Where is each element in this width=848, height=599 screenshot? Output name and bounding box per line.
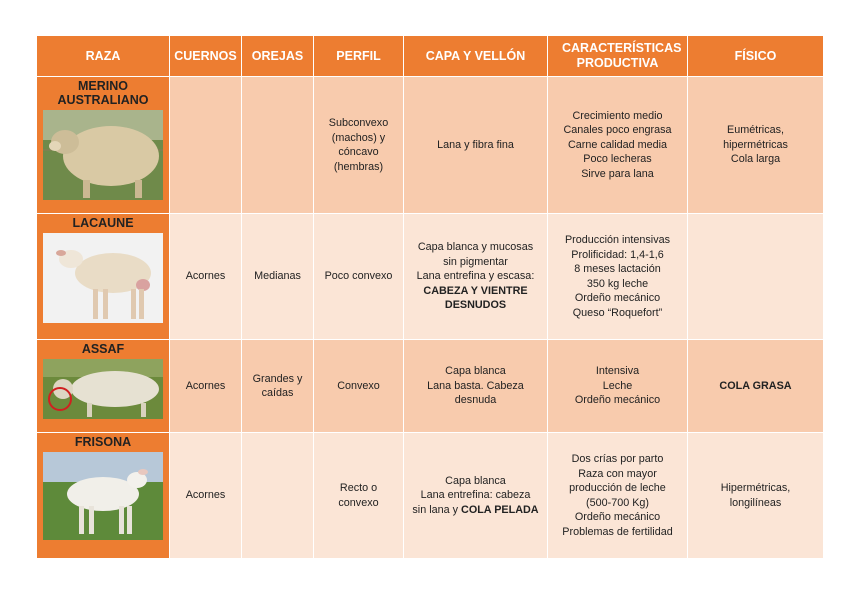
breeds-table [37,36,823,558]
fisico-line: longilíneas [729,496,782,509]
lacaune-sheep-photo [43,233,163,323]
perfil-line: Convexo [337,379,380,392]
caracteristica-line: Canales poco engrasa [563,124,672,137]
caracteristica-line: 350 kg leche [586,277,649,290]
frisona-sheep-photo [43,452,163,540]
fisico-line: Hipermétricas, [720,482,791,494]
caracteristica-line: Ordeño mecánico [574,292,661,304]
perfil-line: (hembras) [333,160,384,173]
raza-name: MERINO AUSTRALIANO [57,79,149,107]
orejas-cell [242,76,314,213]
cuernos-cell: Acornes [170,339,242,432]
capa-cell [404,432,548,558]
caracteristica-line: Carne calidad media [567,138,668,151]
perfil-line: Recto o [339,482,378,494]
capa-line: Lana entrefina y escasa: [416,270,535,283]
capa-cell [404,339,548,432]
caracteristica-line: Crecimiento medio [572,109,663,122]
caracteristica-line: Sirve para lana [581,167,654,180]
table-row [37,213,823,339]
capa-cell [404,76,548,213]
table-row [37,432,823,558]
caracteristicas-cell [548,339,688,432]
perfil-cell [314,432,404,558]
perfil-cell [314,339,404,432]
capa-line: Capa blanca [445,474,506,487]
orejas-cell: Medianas [242,213,314,339]
caracteristica-line: Queso “Roquefort” [572,306,663,319]
raza-name: FRISONA [74,435,132,449]
header-caracteristicas: CARACTERÍSTICAS PRODUCTIVA [548,36,688,76]
header-row [37,36,823,76]
cuernos-cell: Acornes [170,213,242,339]
capa-line: Lana basta. Cabeza [427,379,524,392]
header-fisico: FÍSICO [688,36,823,76]
header-cuernos: CUERNOS [170,36,242,76]
table-row [37,76,823,213]
raza-cell [37,76,170,213]
caracteristica-line: Dos crías por parto [571,453,664,465]
raza-name: LACAUNE [72,216,134,230]
caracteristica-line: 8 meses lactación [574,263,661,275]
cuernos-cell [170,76,242,213]
orejas-cell [242,432,314,558]
perfil-line: Poco convexo [324,270,393,283]
fisico-line: Cola larga [730,153,781,166]
fisico-line: hipermétricas [723,138,788,151]
perfil-cell [314,213,404,339]
caracteristicas-cell [548,76,688,213]
capa-line: Lana y fibra fina [437,138,514,151]
perfil-line: (machos) y [331,131,386,144]
fisico-cell [688,432,823,558]
caracteristica-line: producción de leche [569,482,666,494]
caracteristica-line: Ordeño mecánico [574,394,661,407]
capa-bold-text: COLA PELADA [461,503,539,516]
raza-cell [37,432,170,558]
fisico-cell [688,213,823,339]
caracteristicas-cell [548,432,688,558]
caracteristica-line: Problemas de fertilidad [562,525,673,538]
orejas-cell: Grandes y caídas [242,339,314,432]
capa-cell [404,213,548,339]
capa-line: sin pigmentar [443,255,508,268]
perfil-line: cóncavo [338,146,379,158]
raza-name: ASSAF [81,342,125,356]
caracteristica-line: Intensiva [595,365,640,378]
header-perfil: PERFIL [314,36,404,76]
fisico-line: Eumétricas, [727,124,784,137]
caracteristica-line: Producción intensivas [564,234,671,246]
capa-line: Lana entrefina: cabeza [420,489,531,502]
header-capa: CAPA Y VELLÓN [404,36,548,76]
cuernos-cell: Acornes [170,432,242,558]
fisico-cell [688,339,823,432]
caracteristicas-cell [548,213,688,339]
header-raza: RAZA [37,36,170,76]
capa-line: Capa blanca y mucosas [417,241,534,254]
raza-cell [37,339,170,432]
fisico-cell [688,76,823,213]
caracteristica-line: Leche [602,379,633,392]
perfil-line: Subconvexo [328,117,389,129]
perfil-line: convexo [338,496,379,509]
caracteristica-line: Poco lecheras [583,153,652,166]
caracteristica-line: (500-700 Kg) [585,496,650,509]
capa-line [407,503,544,518]
merino-sheep-photo [43,110,163,200]
fisico-bold-text: COLA GRASA [719,379,792,392]
capa-line: Capa blanca [445,365,506,378]
header-orejas: OREJAS [242,36,314,76]
raza-cell [37,213,170,339]
capa-tail-text: sin lana y [412,503,462,516]
caracteristica-line: Ordeño mecánico [574,511,661,523]
caracteristica-line: Prolificidad: 1,4-1,6 [571,248,664,261]
table-row [37,339,823,432]
assaf-sheep-photo [43,359,163,419]
capa-bold-text: CABEZA Y VIENTRE DESNUDOS [423,284,528,312]
perfil-cell [314,76,404,213]
capa-line: desnuda [454,394,497,407]
caracteristica-line: Raza con mayor [578,467,657,480]
